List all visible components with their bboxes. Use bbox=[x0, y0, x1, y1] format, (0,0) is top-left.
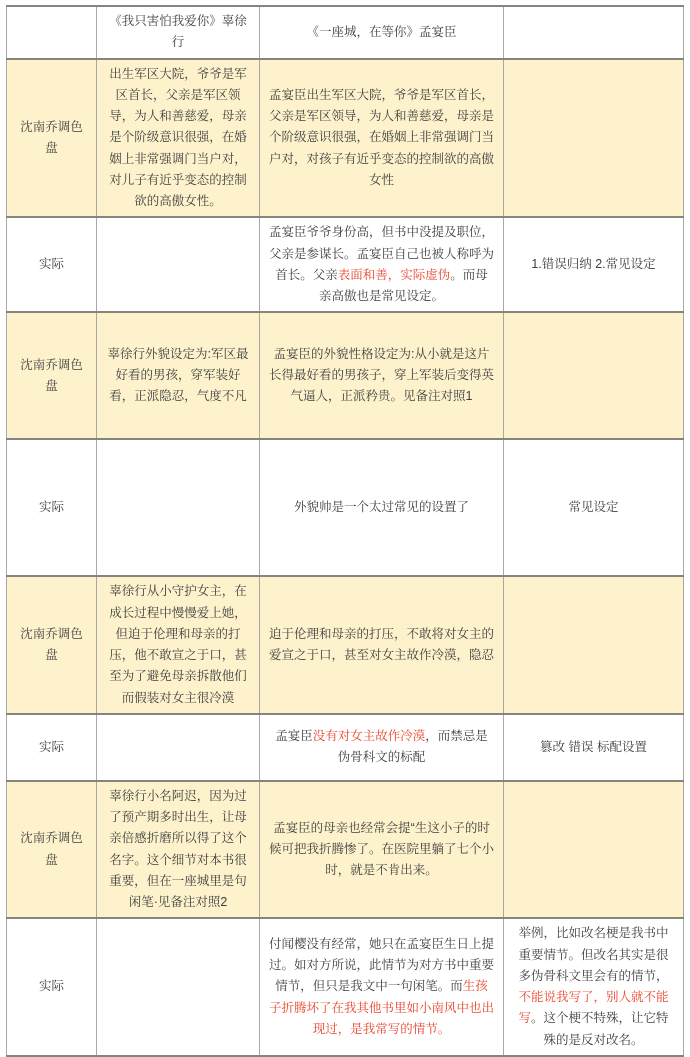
text-segment: 。而母亲高傲也是常见设定。 bbox=[318, 267, 488, 303]
cell-book1 bbox=[97, 714, 260, 781]
red-text-segment: 不能说我写了，别人就不能写 bbox=[518, 990, 669, 1026]
row-label-cell bbox=[7, 714, 97, 781]
text-segment: 常见设定 bbox=[568, 500, 619, 515]
column-header-3: 《一座城，在等你》孟宴臣 bbox=[260, 6, 504, 59]
cell-book1 bbox=[97, 781, 260, 919]
row-label-cell bbox=[7, 576, 97, 714]
actual-row bbox=[7, 439, 684, 576]
cell-notes bbox=[504, 714, 684, 781]
table-body bbox=[7, 59, 684, 1056]
text-segment: 辜徐行从小守护女主，在成长过程中慢慢爱上她，但迫于伦理和母亲的打压，他不敢宣之于口，甚至为了避免母亲拆散他们而假装对女主很冷漠 bbox=[109, 584, 247, 705]
cell-notes bbox=[504, 59, 684, 218]
text-segment: ，而禁忌是伪骨科文的标配 bbox=[337, 729, 488, 765]
row-label-cell bbox=[7, 217, 97, 312]
cell-notes bbox=[504, 918, 684, 1056]
cell-book1 bbox=[97, 312, 260, 439]
cell-book2 bbox=[260, 217, 504, 312]
table-header bbox=[7, 6, 684, 59]
cell-book1 bbox=[97, 918, 260, 1056]
text-segment: 孟宴臣的外貌性格设定为:从小就是这片长得最好看的男孩子，穿上军装后变得英气逼人，正派矜贵。见备注对照1 bbox=[269, 346, 495, 404]
row-label-cell bbox=[7, 59, 97, 218]
text-segment: 外貌帅是一个太过常见的设置了 bbox=[293, 500, 469, 515]
column-header-1 bbox=[7, 6, 97, 59]
header-row bbox=[7, 6, 684, 59]
palette-row bbox=[7, 576, 684, 714]
text-segment: 孟宴臣 bbox=[275, 729, 313, 743]
text-segment: 孟宴臣爷爷身份高，但书中没提及职位，父亲是参谋长。孟宴臣自己也被人称呼为首长。父亲 bbox=[269, 225, 495, 282]
cell-book2 bbox=[260, 918, 504, 1056]
row-label-cell bbox=[7, 781, 97, 919]
palette-row bbox=[7, 781, 684, 919]
column-header-2: 《我只害怕我爱你》辜徐行 bbox=[97, 6, 260, 59]
cell-book2 bbox=[260, 576, 504, 714]
actual-row bbox=[7, 918, 684, 1056]
cell-book2 bbox=[260, 781, 504, 919]
text-segment: 沈南乔调色盘 bbox=[20, 831, 83, 867]
text-segment: 迫于伦理和母亲的打压，不敢将对女主的爱宣之于口，甚至对女主故作冷漠，隐忍 bbox=[269, 626, 495, 662]
text-segment: 实际 bbox=[38, 979, 64, 994]
text-segment: 沈南乔调色盘 bbox=[20, 357, 83, 393]
text-segment: 实际 bbox=[38, 739, 64, 754]
text-segment: 。这个梗不特殊，让它特殊的是反对改名。 bbox=[531, 1011, 669, 1047]
actual-row bbox=[7, 714, 684, 781]
cell-notes bbox=[504, 217, 684, 312]
text-segment: 辜徐行小名阿迟，因为过了预产期多时出生，让母亲倍感折磨所以得了这个名字。这个细节对本书很重要，但在一座城里是句闲笔·见备注对照2 bbox=[109, 788, 247, 909]
palette-row bbox=[7, 312, 684, 439]
cell-notes bbox=[504, 781, 684, 919]
text-segment: 实际 bbox=[38, 257, 64, 272]
text-segment: 篡改 错误 标配设置 bbox=[540, 739, 647, 754]
text-segment: 沈南乔调色盘 bbox=[20, 119, 83, 155]
cell-book2 bbox=[260, 714, 504, 781]
cell-notes bbox=[504, 439, 684, 576]
row-label-cell bbox=[7, 439, 97, 576]
cell-notes bbox=[504, 312, 684, 439]
cell-book1 bbox=[97, 576, 260, 714]
column-header-4 bbox=[504, 6, 684, 59]
text-segment: 沈南乔调色盘 bbox=[20, 626, 83, 662]
cell-book1 bbox=[97, 439, 260, 576]
row-label-cell bbox=[7, 312, 97, 439]
cell-notes bbox=[504, 576, 684, 714]
text-segment: 1.错误归纳 2.常见设定 bbox=[531, 257, 656, 272]
cell-book2 bbox=[260, 59, 504, 218]
comparison-table bbox=[6, 5, 684, 1057]
palette-row bbox=[7, 59, 684, 218]
cell-book1 bbox=[97, 59, 260, 218]
text-segment: 付闻樱没有经常，她只在孟宴臣生日上提过。如对方所说，此情节为对方书中重要情节，但只是我文中一句闲笔。而 bbox=[269, 936, 495, 994]
text-segment: 出生军区大院，爷爷是军区首长，父亲是军区领导，为人和善慈爱，母亲是个阶级意识很强，在婚姻上非常强调门当户对，对儿子有近乎变态的控制欲的高傲女性。 bbox=[109, 66, 247, 208]
row-label-cell bbox=[7, 918, 97, 1056]
cell-book1 bbox=[97, 217, 260, 312]
cell-book2 bbox=[260, 439, 504, 576]
text-segment: 孟宴臣的母亲也经常会提“生这小子的时候可把我折腾惨了。在医院里躺了七个小时，就是不肯出来。 bbox=[269, 820, 495, 878]
red-text-segment: 生孩子折腾坏了在我其他书里如小南风中也出现过，是我常写的情节。 bbox=[269, 979, 495, 1036]
text-segment: 举例，比如改名梗是我书中重要情节。但改名其实是很多伪骨科文里会有的情节， bbox=[518, 926, 669, 983]
text-segment: 孟宴臣出生军区大院，爷爷是军区首长，父亲是军区领导，为人和善慈爱，母亲是个阶级意识很强，在婚姻上非常强调门当户对，对孩子有近乎变态的控制欲的高傲女性 bbox=[269, 87, 495, 187]
text-segment: 实际 bbox=[38, 500, 64, 515]
cell-book2 bbox=[260, 312, 504, 439]
actual-row bbox=[7, 217, 684, 312]
red-text-segment: 表面和善，实际虚伪 bbox=[337, 267, 451, 282]
red-text-segment: 没有对女主故作冷漠 bbox=[312, 729, 426, 743]
text-segment: 辜徐行外貌设定为:军区最好看的男孩，穿军装好看，正派隐忍，气度不凡 bbox=[107, 346, 249, 404]
